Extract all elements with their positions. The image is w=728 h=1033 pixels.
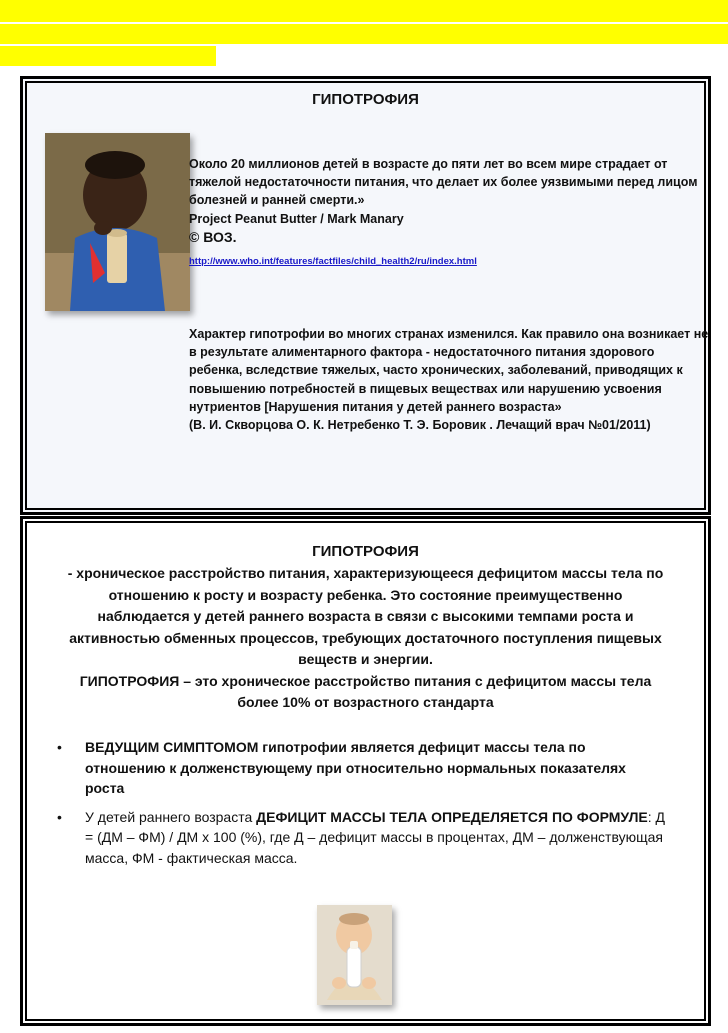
highlight-bar-3 <box>0 46 216 66</box>
child-illustration <box>45 133 190 311</box>
quote-text: Около 20 миллионов детей в возрасте до пяти лет во всем мире страдает от тяжелой недостаточности питания, что делает их более уязвимыми перед лицом болезней и ранней смерти.» <box>189 157 698 208</box>
bullet-icon: • <box>57 808 62 825</box>
baby-illustration <box>317 905 392 1005</box>
slide-malnutrition-intro <box>21 77 710 514</box>
malnutrition-paragraph <box>189 325 709 434</box>
highlight-bar-1 <box>0 0 728 22</box>
slide-title: ГИПОТРОФИЯ <box>312 543 419 560</box>
definition-text: - хроническое расстройство питания, характеризующееся дефицитом массы тела по отношению к росту и возрасту ребенка. Это состояние преимущественно наблюдается у детей раннего возраста в связи с высокими темпами роста и активностью обменных процессов, требующих достаточного поступления пищевых веществ и энергии. <box>67 565 664 667</box>
quote-copyright: © ВОЗ. <box>189 228 237 245</box>
who-factfile-link[interactable]: http://www.who.int/features/factfiles/child_health2/ru/index.html <box>189 256 477 267</box>
definition-block <box>67 563 664 714</box>
bullet-icon: • <box>57 739 62 755</box>
paragraph-text: Характер гипотрофии во многих странах изменился. Как правило она возникает не в результате алиментарного фактора - недостаточного питания здорового ребенка, вследствие тяжелых, часто хронических, заболеваний, приводящих к повышению потребностей в пищевых веществах или нарушению усвоения нутриентов [Нарушения питания у детей раннего возраста» <box>189 327 709 414</box>
baby-with-bottle-photo <box>317 905 392 1005</box>
bullet-text: : Д = (ДМ – ФМ) / ДМ х 100 (%), где Д – дефицит массы в процентах, ДМ – долженствующая масса, ФМ - фактическая масса. <box>85 808 666 866</box>
definition-text-2: ГИПОТРОФИЯ – это хроническое расстройство питания с дефицитом массы тела более 10% от возрастного стандарта <box>79 672 652 710</box>
bullet-strong: ВЕДУЩИМ СИМПТОМОМ <box>85 739 259 755</box>
slide-hypotrophy-definition <box>21 517 710 1025</box>
bullet-lead: У детей раннего возраста <box>85 808 257 825</box>
bullet-strong: ДЕФИЦИТ МАССЫ ТЕЛА ОПРЕДЕЛЯЕТСЯ ПО ФОРМУЛЕ <box>256 808 648 825</box>
slide-title: ГИПОТРОФИЯ <box>312 91 419 108</box>
quote-author: Project Peanut Butter / Mark Manary <box>189 211 404 226</box>
who-quote <box>189 155 709 246</box>
paragraph-citation: (В. И. Скворцова О. К. Нетребенко Т. Э. Боровик . Лечащий врач №01/2011) <box>189 418 651 433</box>
symptom-list <box>57 737 667 876</box>
list-item <box>57 737 667 799</box>
child-photo <box>45 133 190 311</box>
list-item <box>57 807 667 869</box>
bullet-text: гипотрофии является дефицит массы тела по отношению к долженствующему при относительно нормальных показателях роста <box>85 739 626 796</box>
highlight-bar-2 <box>0 24 728 44</box>
